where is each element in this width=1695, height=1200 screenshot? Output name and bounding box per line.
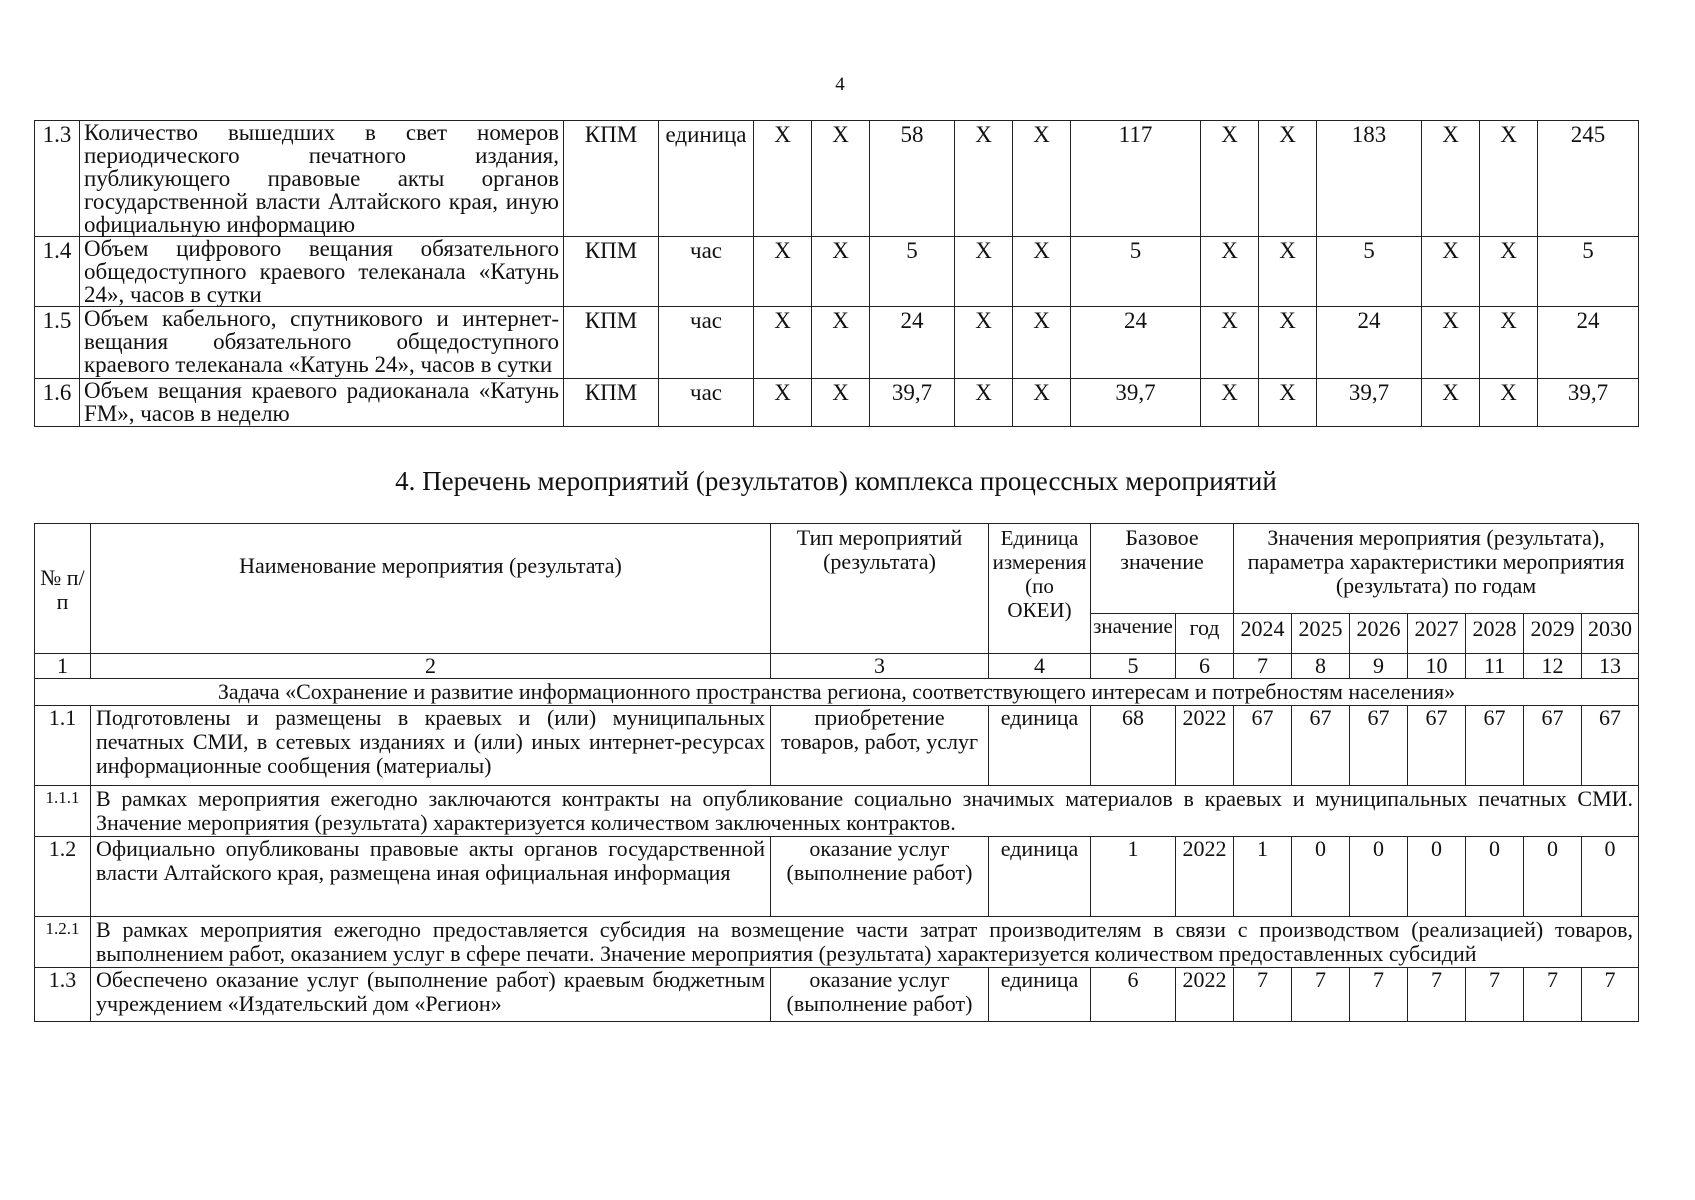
- indicator-level: КПМ: [564, 237, 659, 307]
- event-type: оказание услуг (выполнение работ): [771, 968, 989, 1022]
- year-value: 7: [1582, 968, 1639, 1022]
- year-value: 67: [1466, 706, 1524, 786]
- value-cell: X: [1013, 121, 1071, 237]
- header-base: Базовое значение: [1091, 524, 1234, 614]
- year-value: 0: [1350, 837, 1408, 917]
- year-value: 7: [1466, 968, 1524, 1022]
- table-row: [35, 706, 1639, 786]
- value-cell: X: [812, 379, 870, 427]
- row-number: 1.4: [35, 237, 80, 307]
- table-row: [35, 837, 1639, 917]
- row-number: 1.2: [35, 837, 91, 917]
- value-cell: X: [1480, 237, 1538, 307]
- base-year: 2022: [1176, 968, 1234, 1022]
- year-value: 0: [1466, 837, 1524, 917]
- value-cell: 24: [1071, 307, 1201, 379]
- indicator-level: КПМ: [564, 121, 659, 237]
- indicator-name: Объем кабельного, спутникового и интернет-вещания обязательного общедоступного краевого телеканала «Катунь 24», часов в сутки: [80, 307, 564, 379]
- task-title: Задача «Сохранение и развитие информационного пространства региона, соответствующего интересам и потребностям населения»: [35, 679, 1639, 706]
- year-value: 1: [1234, 837, 1292, 917]
- value-cell: X: [955, 237, 1013, 307]
- header-name: Наименование мероприятия (результата): [91, 524, 771, 654]
- column-index: 3: [771, 654, 989, 679]
- column-index: 12: [1524, 654, 1582, 679]
- value-cell: 39,7: [1317, 379, 1422, 427]
- task-row: [35, 679, 1639, 706]
- header-year: 2025: [1292, 614, 1350, 654]
- value-cell: X: [1201, 121, 1259, 237]
- value-cell: X: [1480, 121, 1538, 237]
- year-value: 0: [1582, 837, 1639, 917]
- value-cell: X: [1480, 307, 1538, 379]
- year-value: 67: [1292, 706, 1350, 786]
- row-number: 1.6: [35, 379, 80, 427]
- column-index: 10: [1408, 654, 1466, 679]
- sub-row-number: 1.1.1: [35, 786, 91, 837]
- indicator-unit: час: [659, 237, 754, 307]
- year-value: 7: [1408, 968, 1466, 1022]
- value-cell: X: [1201, 307, 1259, 379]
- page-number: 4: [835, 74, 845, 95]
- value-cell: X: [754, 379, 812, 427]
- year-value: 7: [1292, 968, 1350, 1022]
- value-cell: 39,7: [1538, 379, 1639, 427]
- column-index: 7: [1234, 654, 1292, 679]
- table-row: [35, 968, 1639, 1022]
- value-cell: X: [1259, 121, 1317, 237]
- value-cell: X: [812, 121, 870, 237]
- value-cell: X: [754, 121, 812, 237]
- year-value: 67: [1234, 706, 1292, 786]
- value-cell: X: [1259, 237, 1317, 307]
- value-cell: X: [955, 121, 1013, 237]
- column-index: 5: [1091, 654, 1176, 679]
- event-unit: единица: [989, 968, 1091, 1022]
- event-description: В рамках мероприятия ежегодно заключаются контракты на опубликование социально значимых материалов в краевых и муниципальных печатных СМИ. Значение мероприятия (результата) характеризуется количеством заключенных контрактов.: [91, 786, 1639, 837]
- value-cell: X: [812, 307, 870, 379]
- events-table: [34, 523, 1639, 1022]
- indicator-level: КПМ: [564, 379, 659, 427]
- value-cell: X: [1422, 121, 1480, 237]
- base-year: 2022: [1176, 837, 1234, 917]
- value-cell: X: [955, 379, 1013, 427]
- value-cell: 39,7: [870, 379, 955, 427]
- column-index: 8: [1292, 654, 1350, 679]
- value-cell: 5: [1317, 237, 1422, 307]
- header-year: 2029: [1524, 614, 1582, 654]
- column-index: 1: [35, 654, 91, 679]
- indicator-name: Объем цифрового вещания обязательного общедоступного краевого телеканала «Катунь 24», часов в сутки: [80, 237, 564, 307]
- value-cell: X: [1259, 307, 1317, 379]
- table-row: [35, 379, 1639, 427]
- indicator-level: КПМ: [564, 307, 659, 379]
- header-type: Тип мероприятий (результата): [771, 524, 989, 654]
- header-year: 2028: [1466, 614, 1524, 654]
- event-unit: единица: [989, 706, 1091, 786]
- event-description: В рамках мероприятия ежегодно предоставляется субсидия на возмещение части затрат производителям в связи с производством (реализацией) товаров, выполнением работ, оказанием услуг в сфере печати. Значение мероприятия (результата) характеризуется количеством предоставленных субсидий: [91, 917, 1639, 968]
- header-year: 2027: [1408, 614, 1466, 654]
- year-value: 7: [1524, 968, 1582, 1022]
- column-index: 11: [1466, 654, 1524, 679]
- year-value: 0: [1408, 837, 1466, 917]
- value-cell: 24: [870, 307, 955, 379]
- value-cell: 5: [1538, 237, 1639, 307]
- row-number: 1.5: [35, 307, 80, 379]
- description-row: [35, 917, 1639, 968]
- event-type: приобретение товаров, работ, услуг: [771, 706, 989, 786]
- indicator-unit: час: [659, 307, 754, 379]
- value-cell: X: [1013, 379, 1071, 427]
- header-unit: Единица измерения (по ОКЕИ): [989, 524, 1091, 654]
- sub-row-number: 1.2.1: [35, 917, 91, 968]
- value-cell: 183: [1317, 121, 1422, 237]
- table-row: [35, 307, 1639, 379]
- value-cell: X: [1480, 379, 1538, 427]
- table-row: [35, 237, 1639, 307]
- year-value: 67: [1350, 706, 1408, 786]
- value-cell: 5: [870, 237, 955, 307]
- year-value: 7: [1234, 968, 1292, 1022]
- year-value: 67: [1582, 706, 1639, 786]
- column-index: 6: [1176, 654, 1234, 679]
- year-value: 67: [1408, 706, 1466, 786]
- header-base-value: значение: [1091, 614, 1176, 654]
- value-cell: X: [955, 307, 1013, 379]
- indicator-name: Количество вышедших в свет номеров периодического печатного издания, публикующего правовые акты органов государственной власти Алтайского края, иную официальную информацию: [80, 121, 564, 237]
- column-index: 13: [1582, 654, 1639, 679]
- base-value: 6: [1091, 968, 1176, 1022]
- section-title: 4. Перечень мероприятий (результатов) комплекса процессных мероприятий: [395, 466, 1277, 496]
- value-cell: 24: [1538, 307, 1639, 379]
- header-base-year: год: [1176, 614, 1234, 654]
- indicator-unit: единица: [659, 121, 754, 237]
- row-number: 1.1: [35, 706, 91, 786]
- header-year: 2026: [1350, 614, 1408, 654]
- description-row: [35, 786, 1639, 837]
- indicators-table: [34, 120, 1639, 427]
- event-unit: единица: [989, 837, 1091, 917]
- event-name: Обеспечено оказание услуг (выполнение работ) краевым бюджетным учреждением «Издательский дом «Регион»: [91, 968, 771, 1022]
- indicator-name: Объем вещания краевого радиоканала «Катунь FM», часов в неделю: [80, 379, 564, 427]
- base-value: 68: [1091, 706, 1176, 786]
- header-values-group: Значения мероприятия (результата), параметра характеристики мероприятия (результата) по годам: [1234, 524, 1639, 614]
- value-cell: 24: [1317, 307, 1422, 379]
- indicator-unit: час: [659, 379, 754, 427]
- value-cell: X: [1013, 237, 1071, 307]
- value-cell: 39,7: [1071, 379, 1201, 427]
- row-number: 1.3: [35, 121, 80, 237]
- value-cell: X: [812, 237, 870, 307]
- column-index-row: [35, 654, 1639, 679]
- value-cell: X: [1201, 379, 1259, 427]
- value-cell: X: [1259, 379, 1317, 427]
- event-type: оказание услуг (выполнение работ): [771, 837, 989, 917]
- column-index: 2: [91, 654, 771, 679]
- value-cell: 117: [1071, 121, 1201, 237]
- value-cell: 58: [870, 121, 955, 237]
- row-number: 1.3: [35, 968, 91, 1022]
- value-cell: X: [754, 307, 812, 379]
- header-num: № п/п: [35, 524, 91, 654]
- header-year: 2024: [1234, 614, 1292, 654]
- value-cell: 245: [1538, 121, 1639, 237]
- value-cell: 5: [1071, 237, 1201, 307]
- value-cell: X: [1422, 307, 1480, 379]
- event-name: Подготовлены и размещены в краевых и (или) муниципальных печатных СМИ, в сетевых изданиях и (или) иных интернет-ресурсах информационные сообщения (материалы): [91, 706, 771, 786]
- year-value: 0: [1524, 837, 1582, 917]
- year-value: 0: [1292, 837, 1350, 917]
- value-cell: X: [1013, 307, 1071, 379]
- value-cell: X: [1422, 237, 1480, 307]
- year-value: 7: [1350, 968, 1408, 1022]
- header-year: 2030: [1582, 614, 1639, 654]
- value-cell: X: [1422, 379, 1480, 427]
- column-index: 4: [989, 654, 1091, 679]
- year-value: 67: [1524, 706, 1582, 786]
- base-value: 1: [1091, 837, 1176, 917]
- base-year: 2022: [1176, 706, 1234, 786]
- value-cell: X: [1201, 237, 1259, 307]
- event-name: Официально опубликованы правовые акты органов государственной власти Алтайского края, размещена иная официальная информация: [91, 837, 771, 917]
- value-cell: X: [754, 237, 812, 307]
- table-row: [35, 121, 1639, 237]
- column-index: 9: [1350, 654, 1408, 679]
